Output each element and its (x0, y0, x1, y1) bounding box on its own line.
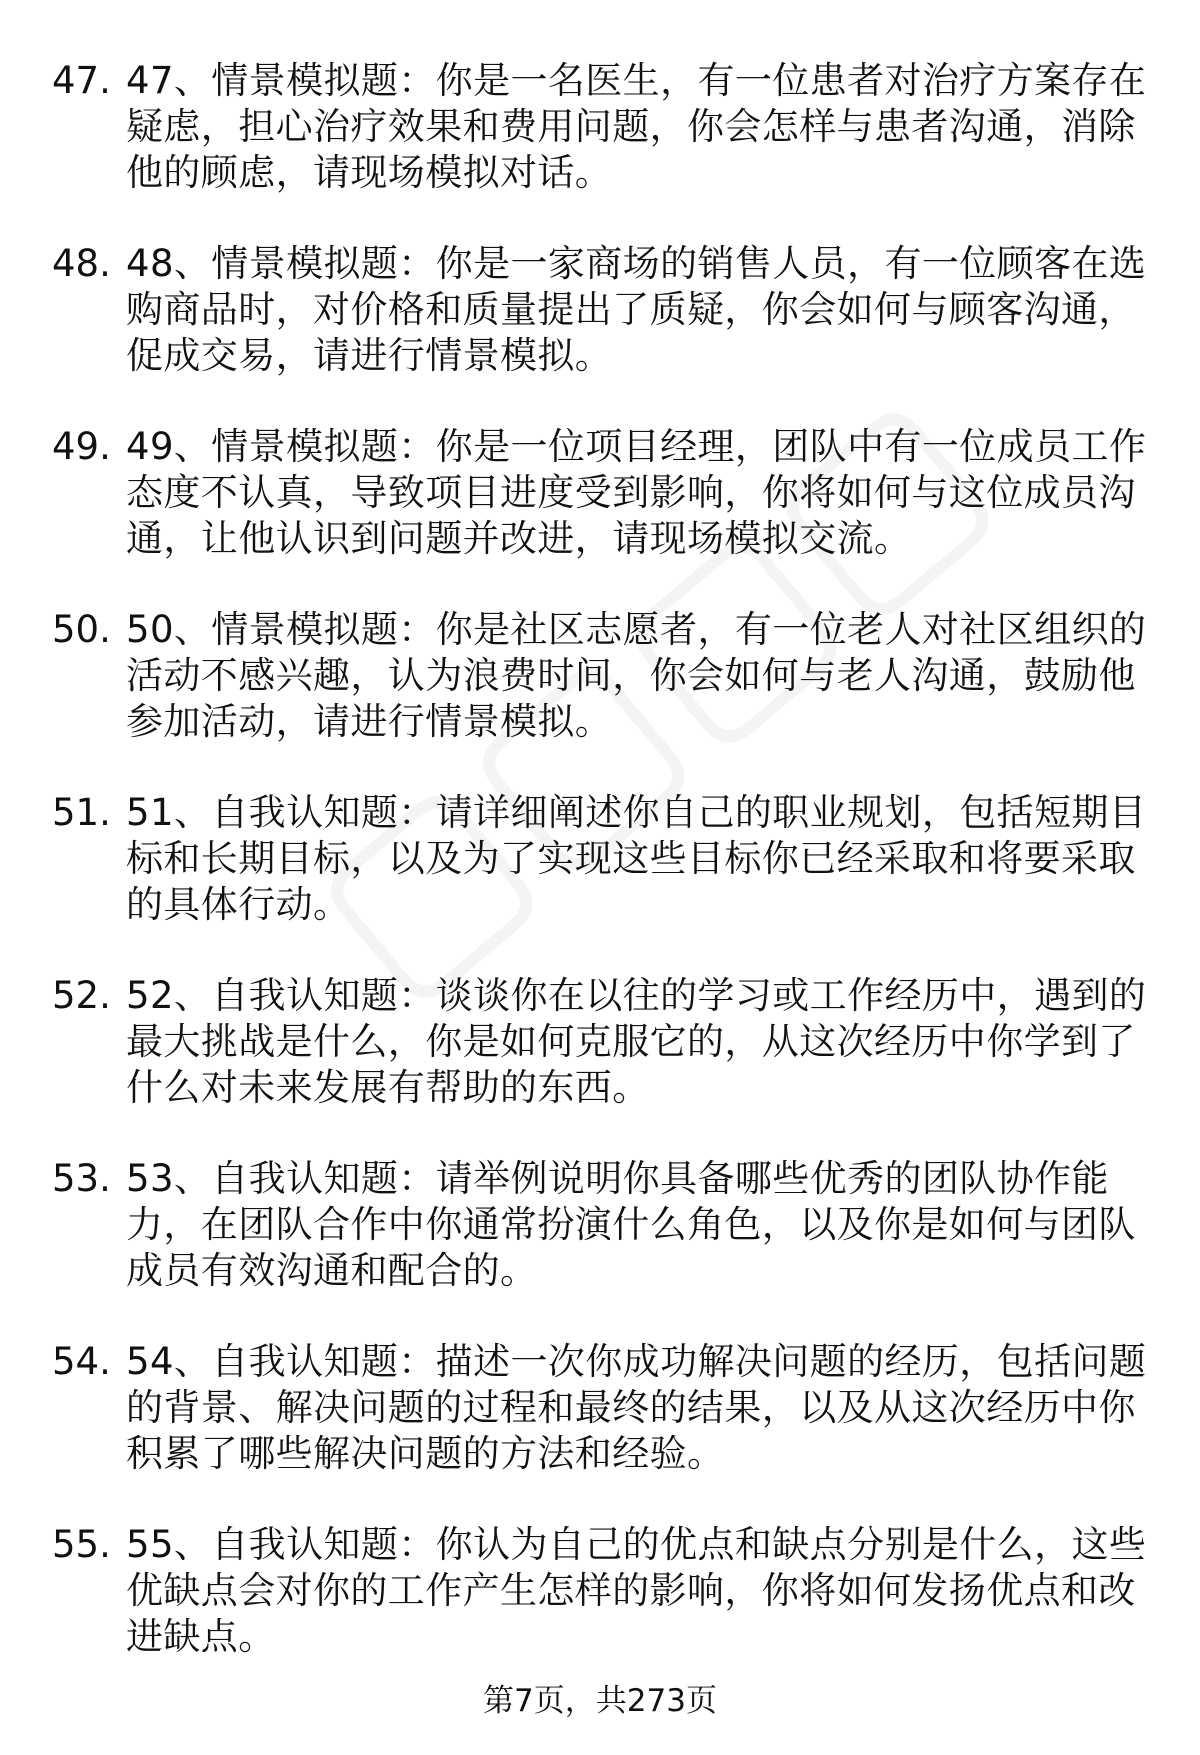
question-text: 53、自我认知题：请举例说明你具备哪些优秀的团队协作能力，在团队合作中你通常扮演什么角色，以及你是如何与团队成员有效沟通和配合的。 (126, 1157, 1136, 1292)
question-number: 48. (52, 242, 111, 285)
question-text: 51、自我认知题：请详细阐述你自己的职业规划，包括短期目标和长期目标，以及为了实现这些目标你已经采取和将要采取的具体行动。 (126, 791, 1147, 926)
question-number: 47. (52, 59, 111, 102)
question-item (0, 424, 1200, 607)
question-item (0, 790, 1200, 973)
question-list (0, 58, 1200, 1705)
question-text: 47、情景模拟题：你是一名医生，有一位患者对治疗方案存在疑虑，担心治疗效果和费用问题，你会怎样与患者沟通，消除他的顾虑，请现场模拟对话。 (126, 59, 1147, 194)
question-number: 51. (52, 791, 111, 834)
question-text: 50、情景模拟题：你是社区志愿者，有一位老人对社区组织的活动不感兴趣，认为浪费时间，你会如何与老人沟通，鼓励他参加活动，请进行情景模拟。 (126, 608, 1147, 743)
question-number: 49. (52, 425, 111, 468)
question-number: 55. (52, 1523, 111, 1566)
question-text: 49、情景模拟题：你是一位项目经理，团队中有一位成员工作态度不认真，导致项目进度受到影响，你将如何与这位成员沟通，让他认识到问题并改进，请现场模拟交流。 (126, 425, 1147, 560)
question-text: 52、自我认知题：谈谈你在以往的学习或工作经历中，遇到的最大挑战是什么，你是如何克服它的，从这次经历中你学到了什么对未来发展有帮助的东西。 (126, 974, 1147, 1109)
question-text: 55、自我认知题：你认为自己的优点和缺点分别是什么，这些优缺点会对你的工作产生怎样的影响，你将如何发扬优点和改进缺点。 (126, 1523, 1147, 1658)
question-item (0, 58, 1200, 241)
question-item (0, 1156, 1200, 1339)
page-footer: 第7页，共273页 (483, 1683, 717, 1719)
question-item (0, 607, 1200, 790)
question-number: 50. (52, 608, 111, 651)
question-number: 52. (52, 974, 111, 1017)
question-number: 54. (52, 1340, 111, 1383)
question-text: 48、情景模拟题：你是一家商场的销售人员，有一位顾客在选购商品时，对价格和质量提出了质疑，你会如何与顾客沟通，促成交易，请进行情景模拟。 (126, 242, 1147, 377)
question-number: 53. (52, 1157, 111, 1200)
question-item (0, 241, 1200, 424)
question-item (0, 1522, 1200, 1705)
question-item (0, 973, 1200, 1156)
question-item (0, 1339, 1200, 1522)
question-text: 54、自我认知题：描述一次你成功解决问题的经历，包括问题的背景、解决问题的过程和最终的结果，以及从这次经历中你积累了哪些解决问题的方法和经验。 (126, 1340, 1147, 1475)
